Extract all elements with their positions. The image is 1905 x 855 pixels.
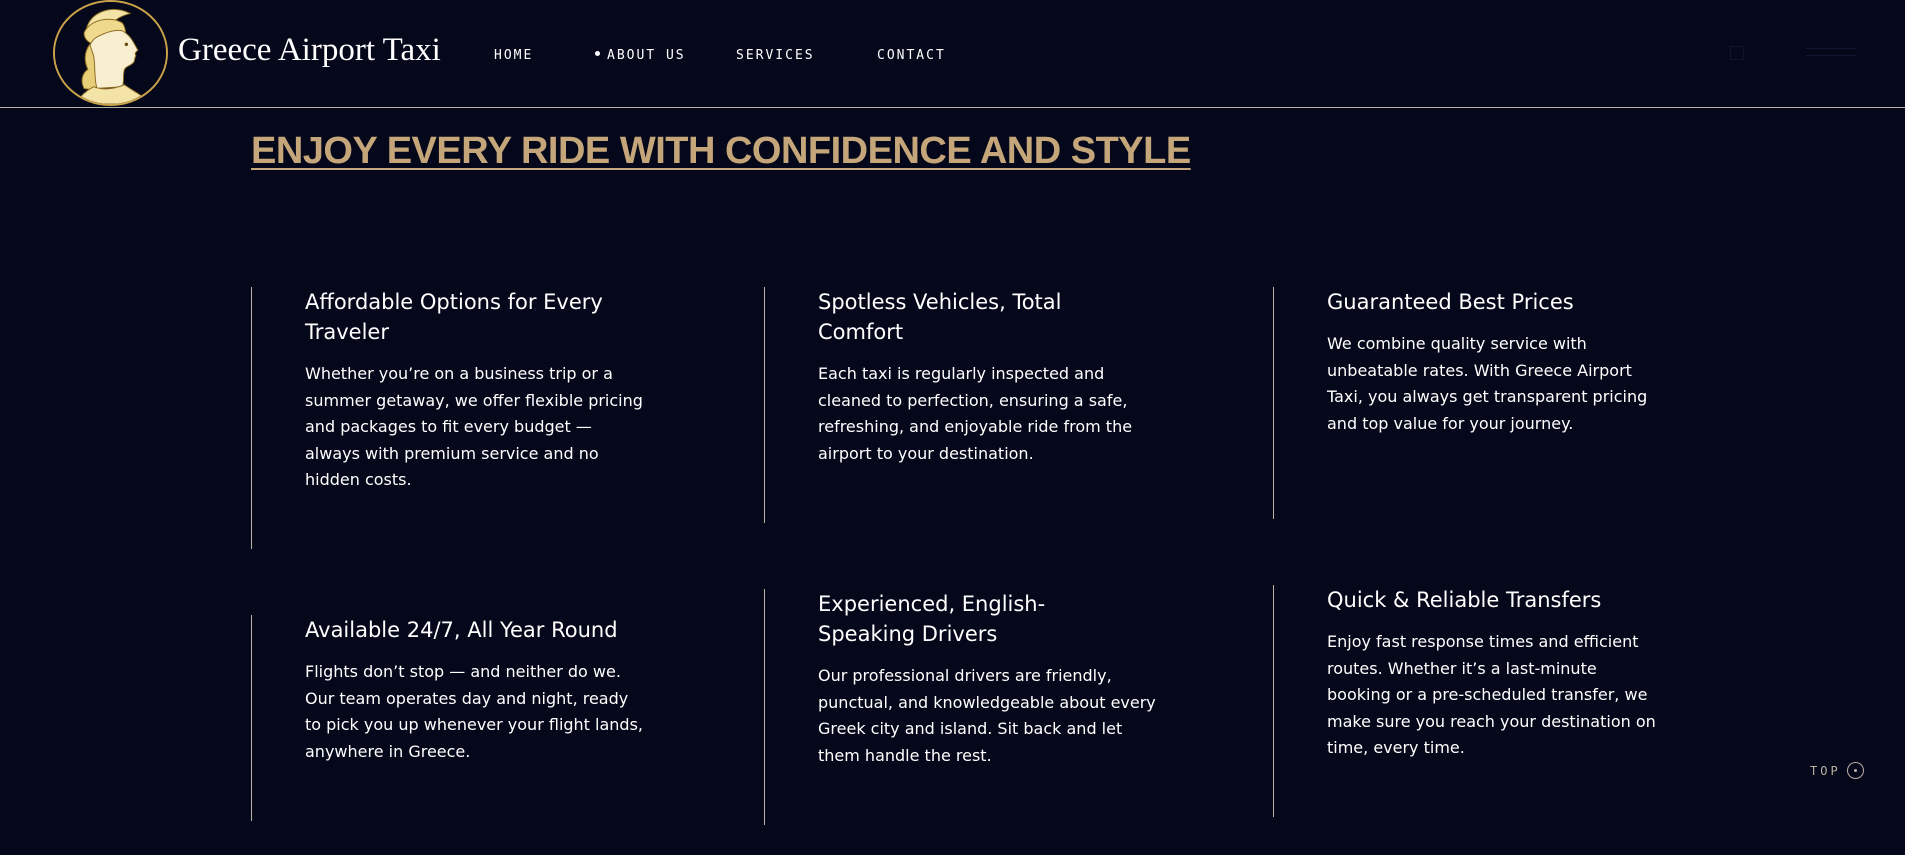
- nav-item-contact[interactable]: CONTACT: [877, 48, 946, 63]
- back-to-top-label: TOP: [1810, 764, 1841, 778]
- feature-card: [764, 589, 1156, 825]
- active-dot-icon: [595, 51, 600, 56]
- section-title: ENJOY EVERY RIDE WITH CONFIDENCE AND STYLE: [251, 130, 1191, 172]
- feature-text: Flights don’t stop — and neither do we. Our team operates day and night, ready to pick you up whenever your flight lands, anywhere in Greece.: [305, 662, 644, 761]
- brand-name[interactable]: Greece Airport Taxi: [178, 32, 441, 68]
- back-to-top-button[interactable]: [1810, 763, 1864, 780]
- feature-card: [764, 287, 1133, 523]
- nav-item-about-us-label: ABOUT US: [607, 48, 686, 63]
- feature-text: Whether you’re on a business trip or a summer getaway, we offer flexible pricing and packages to fit every budget — always with premium service and no hidden costs.: [305, 364, 643, 489]
- feature-text: Each taxi is regularly inspected and cleaned to perfection, ensuring a safe, refreshing, and enjoyable ride from the airport to your destination.: [818, 364, 1133, 463]
- nav-item-services[interactable]: SERVICES: [736, 48, 815, 63]
- search-icon[interactable]: [1730, 46, 1744, 60]
- nav-item-home[interactable]: HOME: [494, 48, 534, 63]
- feature-card: [1273, 585, 1656, 817]
- feature-title: Guaranteed Best Prices: [1327, 290, 1574, 314]
- feature-title: Spotless Vehicles, Total Comfort: [818, 290, 1062, 344]
- feature-card: [251, 615, 644, 821]
- feature-card: [1273, 287, 1648, 519]
- feature-title: Quick & Reliable Transfers: [1327, 588, 1602, 612]
- feature-text: Enjoy fast response times and efficient routes. Whether it’s a last-minute booking or a pre-scheduled transfer, we make sure you reach your destination on time, every time.: [1327, 632, 1656, 757]
- feature-text: We combine quality service with unbeatable rates. With Greece Airport Taxi, you always get transparent pricing and top value for your journey.: [1327, 334, 1648, 433]
- feature-title: Available 24/7, All Year Round: [305, 618, 618, 642]
- menu-icon[interactable]: [1806, 48, 1856, 56]
- circle-dot-icon: [1847, 762, 1864, 779]
- site-header: [0, 0, 1905, 108]
- feature-title: Experienced, English-Speaking Drivers: [818, 592, 1046, 646]
- feature-card: [251, 287, 643, 549]
- main-nav: [0, 48, 1905, 68]
- nav-item-about-us[interactable]: [595, 48, 686, 63]
- feature-title: Affordable Options for Every Traveler: [305, 290, 603, 344]
- feature-text: Our professional drivers are friendly, punctual, and knowledgeable about every Greek city and island. Sit back and let them handle the rest.: [818, 666, 1156, 765]
